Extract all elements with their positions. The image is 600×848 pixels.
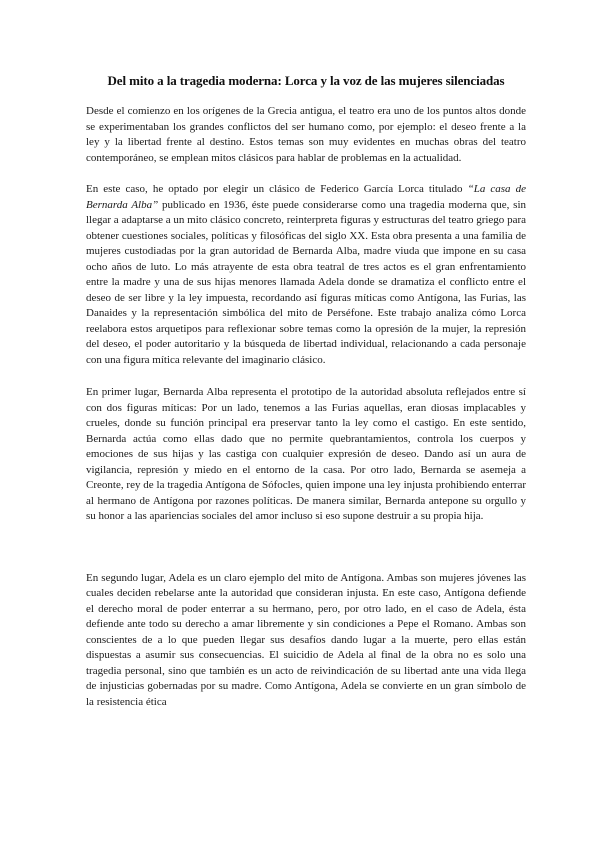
paragraph-bernarda-alba-overview xyxy=(86,182,526,368)
paragraph-text-segment: publicado en 1936, éste puede considerarse como una tragedia moderna que, sin llegar a adaptarse a un mito clásico concreto, reinterpreta figuras y estructuras del teatro griego para obtener cuestiones sociales, políticas y filosóficas del siglo XX. Esta obra presenta a una familia de mujeres custodiadas por la gran autoridad de Bernarda Alba, madre viuda que impone en su casa ocho años de luto. Lo más atrayente de esta obra teatral de tres actos es el gran enfrentamiento entre la madre y una de sus hijas menores llamada Adela donde se dramatiza el conflicto entre el deseo de ser libre y la ley impuesta, recordando así figuras míticas como Antígona, las Furias, las Danaides y la representación simbólica del mito de Perséfone. Este trabajo analiza cómo Lorca reelabora estos arquetipos para reflexionar sobre temas como la opresión de la mujer, la represión del deseo, el poder autoritario y la búsqueda de libertad individual, relacionando a cada personaje con una figura mítica relevante del imaginario clásico. xyxy=(86,198,526,366)
paragraph-introduction: Desde el comienzo en los orígenes de la Grecia antigua, el teatro era uno de los puntos altos donde se experimentaban los grandes conflictos del ser humano como, por ejemplo: el deseo frente a la ley y la libertad frente al destino. Estos temas son muy evidentes en muchas obras del teatro contemporáneo, se emplean mitos clásicos para hablar de problemas en la actualidad. xyxy=(86,105,526,164)
paragraph-text-segment: En este caso, he optado por elegir un clásico de Federico García Lorca titulado xyxy=(86,183,468,195)
paragraph-bernarda-furias-creonte: En primer lugar, Bernarda Alba representa el prototipo de la autoridad absoluta reflejados entre sí con dos figuras míticas: Por un lado, tenemos a las Furias aquellas, eran diosas implacables y crueles, donde su función principal era preservar tanto la ley como el castigo. En este sentido, Bernarda actúa como ellas dado que no permite quebrantamientos, controla los cuerpos y emociones de sus hijas y las castiga con cualquier expresión de deseo. Dando así un aura de vigilancia, represión y miedo en el entorno de la casa. Por otro lado, Bernarda se asemeja a Creonte, rey de la tragedia Antígona de Sófocles, quien impone una ley injusta prohibiendo enterrar al hermano de Antígona por razones políticas. De manera similar, Bernarda antepone su orgullo y su honor a las apariencias sociales del amor incluso si eso supone destruir a su propia hija. xyxy=(86,386,526,522)
document-body xyxy=(86,72,526,710)
paragraph-spacer xyxy=(86,525,526,571)
paragraph-adela-antigona: En segundo lugar, Adela es un claro ejemplo del mito de Antígona. Ambas son mujeres jóvenes las cuales deciden rebelarse ante la autoridad que consideran injusta. En este caso, Antígona defiende el derecho moral de poder enterrar a su hermano, pero, por otro lado, en el caso de Adela, ésta defiende ante todo su derecho a amar libremente y sin condiciones a Pepe el Romano. Ambas son conscientes de a lo que pueden llegar sus desafíos dando lugar a la muerte, pero ellas están dispuestas a asumir sus consecuencias. El suicidio de Adela al final de la obra no es solo una tragedia personal, sino que también es un acto de reivindicación de su libertad ante una vida llega de injusticias gobernadas por su madre. Como Antígona, Adela se convierte en un gran símbolo de la resistencia ética xyxy=(86,571,526,708)
document-title: Del mito a la tragedia moderna: Lorca y la voz de las mujeres silenciadas xyxy=(107,73,505,88)
work-title-italic: “La casa de Bernarda Alba” xyxy=(86,183,526,211)
